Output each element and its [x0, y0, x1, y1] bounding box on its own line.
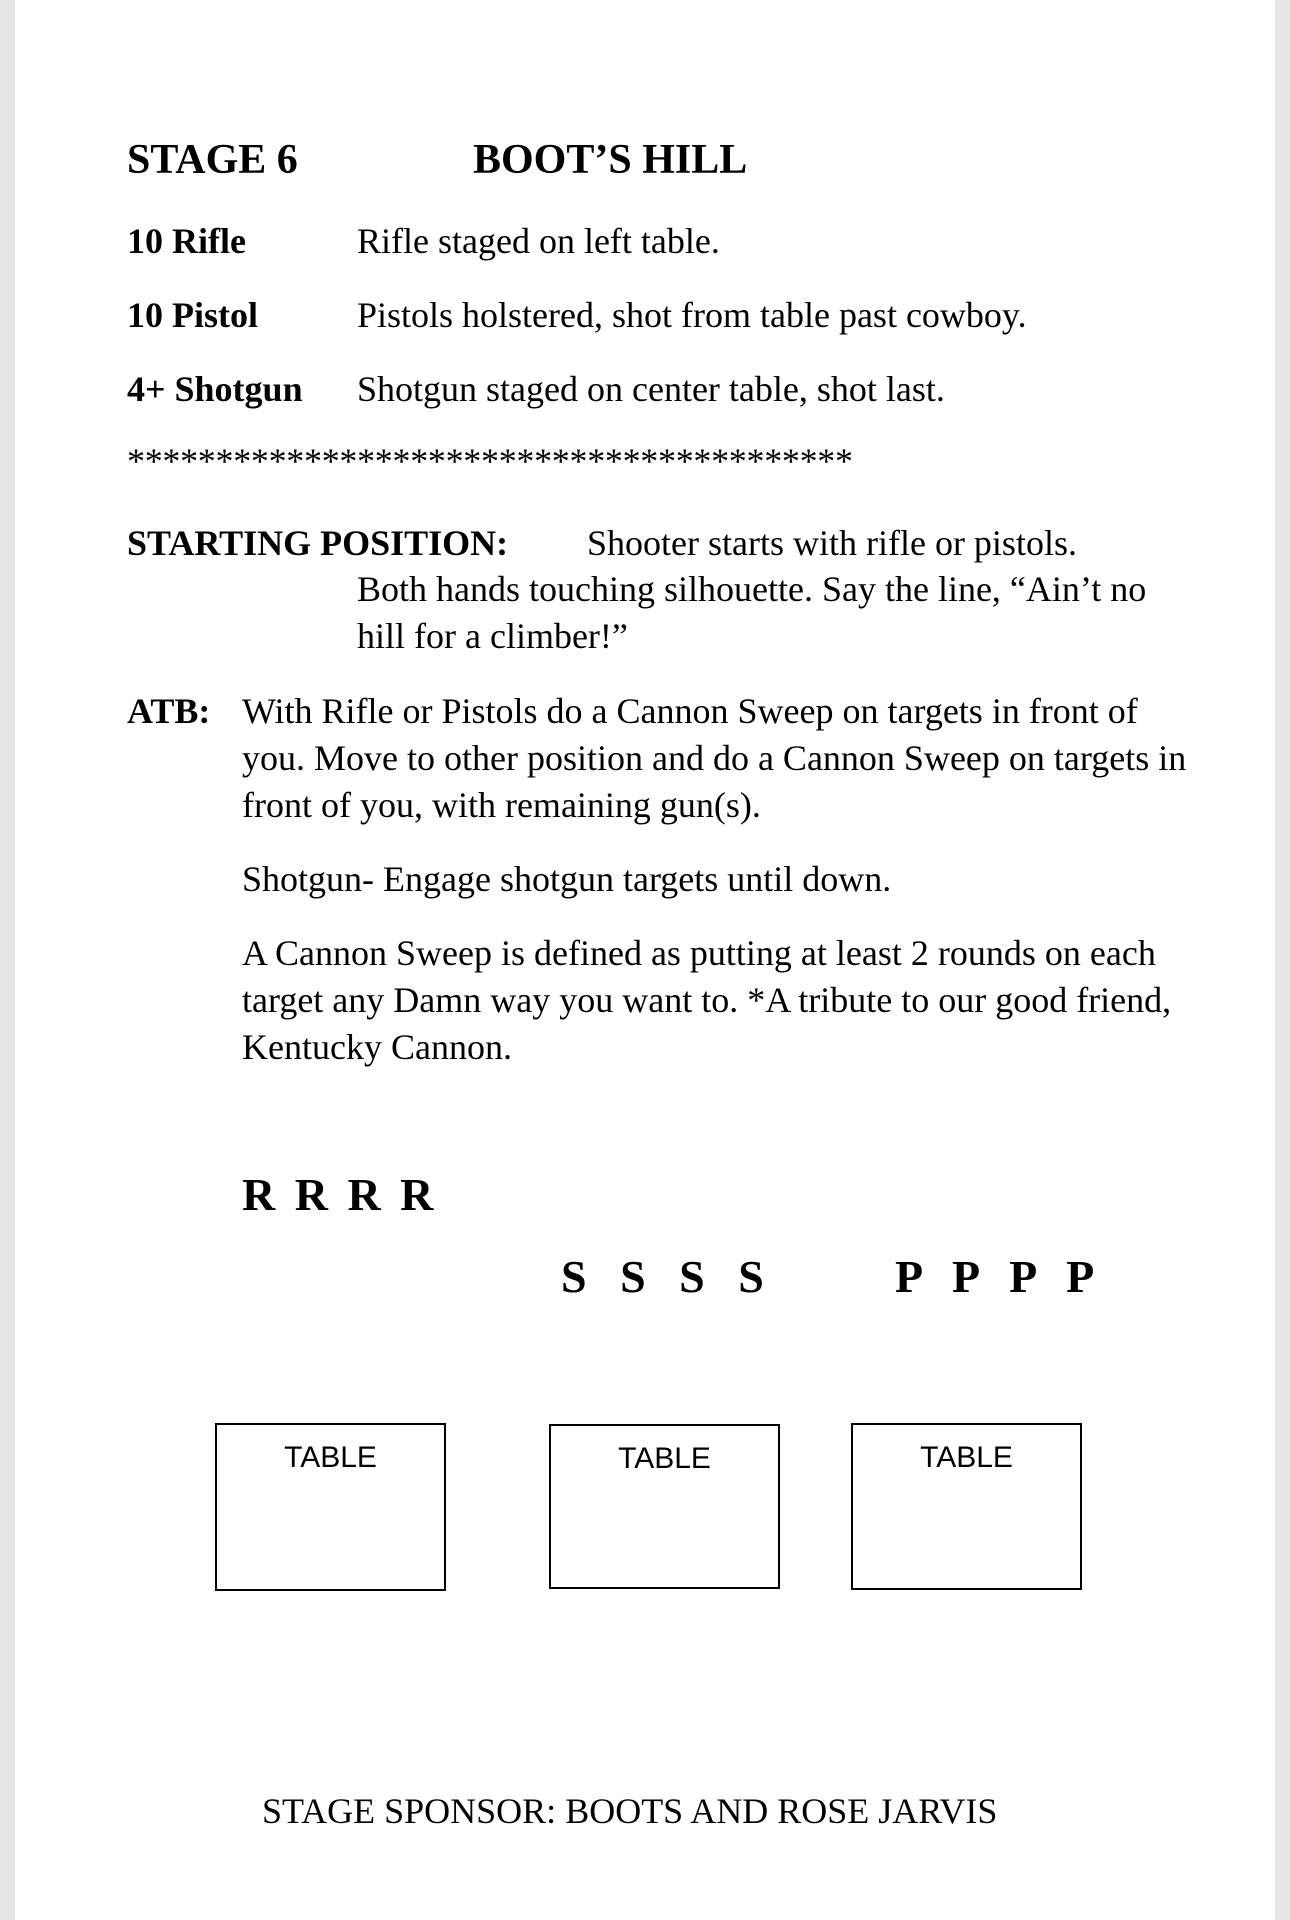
rifle-targets: R R R R: [242, 1169, 434, 1220]
rifle-note: Rifle staged on left table.: [357, 221, 720, 261]
starting-position-first-line: Shooter starts with rifle or pistols.: [587, 523, 1077, 563]
pistol-count: 10 Pistol: [127, 295, 258, 335]
shotgun-targets: S S S S: [561, 1251, 764, 1302]
starting-position-text: Both hands touching silhouette. Say the line, “Ain’t no hill for a climber!”: [357, 569, 1147, 656]
shotgun-note: Shotgun staged on center table, shot last.: [357, 369, 945, 409]
atb-paragraph-3: A Cannon Sweep is defined as putting at least 2 rounds on each target any Damn way you want to. *A tribute to our good friend, Kentucky Cannon.: [242, 933, 1172, 1067]
left-table-label: TABLE: [284, 1441, 377, 1474]
right-table: [851, 1423, 1082, 1590]
shotgun-count: 4+ Shotgun: [127, 369, 303, 409]
left-table: [215, 1423, 446, 1591]
stage-title: BOOT’S HILL: [473, 137, 748, 183]
rifle-count: 10 Rifle: [127, 221, 246, 261]
pistol-targets: P P P P: [895, 1251, 1095, 1302]
stage-sponsor: STAGE SPONSOR: BOOTS AND ROSE JARVIS: [262, 1791, 998, 1831]
document-page: [15, 0, 1275, 1920]
asterisk-divider: *****************************************: [127, 441, 853, 481]
stage-number: STAGE 6: [127, 137, 298, 183]
pistol-note: Pistols holstered, shot from table past cowboy.: [357, 295, 1027, 335]
center-table: [549, 1424, 780, 1589]
atb-label: ATB:: [127, 691, 211, 731]
right-table-label: TABLE: [920, 1441, 1013, 1474]
atb-paragraph-1: With Rifle or Pistols do a Cannon Sweep on targets in front of you. Move to other position and do a Cannon Sweep on targets in front of you, with remaining gun(s).: [242, 691, 1187, 825]
atb-paragraph-2: Shotgun- Engage shotgun targets until down.: [242, 859, 892, 899]
center-table-label: TABLE: [618, 1442, 711, 1475]
starting-position-label: STARTING POSITION:: [127, 523, 509, 563]
